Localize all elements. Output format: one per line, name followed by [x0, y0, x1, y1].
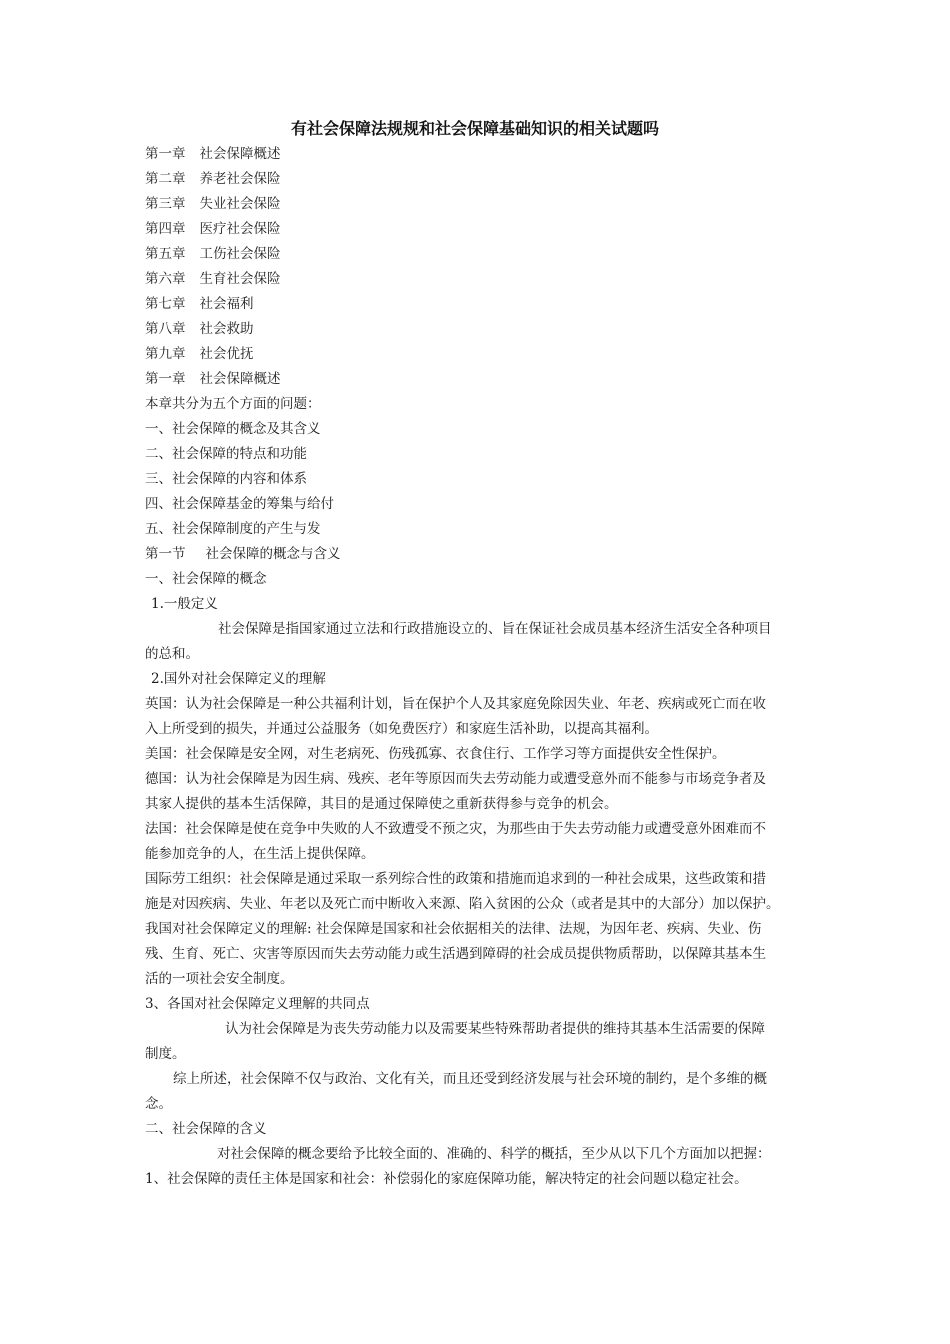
common-points-heading: 3、各国对社会保障定义理解的共同点	[145, 996, 370, 1012]
cn-definition: 我国对社会保障定义的理解: 社会保障是国家和社会依据相关的法律、法规，为因年老、疾病、失业、伤	[145, 921, 762, 937]
topic-item: 三、社会保障的内容和体系	[145, 471, 307, 487]
chapter-line: 第二章 养老社会保险	[145, 171, 281, 187]
general-definition-line: 社会保障是指国家通过立法和行政措施设立的、旨在保证社会成员基本经济生活安全各种项目	[218, 621, 772, 637]
chapter-heading: 第一章 社会保障概述	[145, 371, 281, 387]
meaning-heading: 二、社会保障的含义	[145, 1121, 267, 1137]
common-points-line: 制度。	[145, 1046, 186, 1062]
section-heading: 第一节 社会保障的概念与含义	[145, 546, 341, 562]
cn-definition: 残、生育、死亡、灾害等原因而失去劳动能力或生活遇到障碍的社会成员提供物质帮助，以保障其基本生	[145, 946, 766, 962]
general-definition-heading: 1.一般定义	[151, 596, 218, 612]
summary-line: 念。	[145, 1096, 172, 1112]
ilo-definition: 国际劳工组织：社会保障是通过采取一系列综合性的政策和措施而追求到的一种社会成果，这些政策和措	[145, 871, 766, 887]
document-title: 有社会保障法规规和社会保障基础知识的相关试题吗	[290, 119, 659, 138]
topic-item: 二、社会保障的特点和功能	[145, 446, 307, 462]
chapter-line: 第六章 生育社会保险	[145, 271, 281, 287]
meaning-paragraph: 对社会保障的概念要给予比较全面的、准确的、科学的概括，至少从以下几个方面加以把握：	[217, 1146, 771, 1162]
chapter-line: 第三章 失业社会保险	[145, 196, 281, 212]
chapter-line: 第四章 医疗社会保险	[145, 221, 281, 237]
topic-item: 一、社会保障的概念及其含义	[145, 421, 321, 437]
foreign-definition-heading: 2.国外对社会保障定义的理解	[151, 671, 326, 687]
chapter-line: 第八章 社会救助	[145, 321, 254, 337]
common-points-line: 认为社会保障是为丧失劳动能力以及需要某些特殊帮助者提供的维持其基本生活需要的保障	[225, 1021, 765, 1037]
chapter-line: 第一章 社会保障概述	[145, 146, 281, 162]
topic-item: 四、社会保障基金的筹集与给付	[145, 496, 334, 512]
chapter-line: 第五章 工伤社会保险	[145, 246, 281, 262]
de-definition: 其家人提供的基本生活保障，其目的是通过保障使之重新获得参与竞争的机会。	[145, 796, 618, 812]
summary-line: 综上所述，社会保障不仅与政治、文化有关，而且还受到经济发展与社会环境的制约，是个多维的概	[173, 1071, 767, 1087]
document-body	[145, 142, 810, 1192]
de-definition: 德国：认为社会保障是为因生病、残疾、老年等原因而失去劳动能力或遭受意外而不能参与市场竞争者及	[145, 771, 766, 787]
cn-definition: 活的一项社会安全制度。	[145, 971, 294, 987]
point-item: 1、社会保障的责任主体是国家和社会：补偿弱化的家庭保障功能，解决特定的社会问题以稳定社会。	[145, 1171, 748, 1187]
chapter-line: 第九章 社会优抚	[145, 346, 254, 362]
uk-definition: 英国：认为社会保障是一种公共福利计划，旨在保护个人及其家庭免除因失业、年老、疾病或死亡而在收	[145, 696, 766, 712]
fr-definition: 能参加竞争的人，在生活上提供保障。	[145, 846, 375, 862]
chapter-line: 第七章 社会福利	[145, 296, 254, 312]
intro-text: 本章共分为五个方面的问题：	[145, 396, 321, 412]
concept-heading: 一、社会保障的概念	[145, 571, 267, 587]
topic-item: 五、社会保障制度的产生与发	[145, 521, 321, 537]
ilo-definition: 施是对因疾病、失业、年老以及死亡而中断收入来源、陷入贫困的公众（或者是其中的大部分）加以保护。	[145, 896, 780, 912]
uk-definition: 入上所受到的损失，并通过公益服务（如免费医疗）和家庭生活补助，以提高其福利。	[145, 721, 658, 737]
fr-definition: 法国：社会保障是使在竞争中失败的人不致遭受不预之灾，为那些由于失去劳动能力或遭受意外困难而不	[145, 821, 766, 837]
general-definition-line: 的总和。	[145, 646, 199, 662]
us-definition: 美国：社会保障是安全网，对生老病死、伤残孤寡、衣食住行、工作学习等方面提供安全性保护。	[145, 746, 726, 762]
